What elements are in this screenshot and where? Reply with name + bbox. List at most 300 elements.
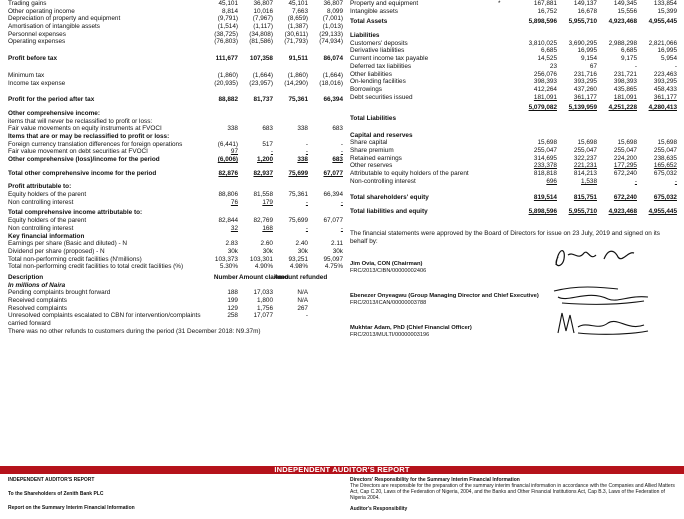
- row-value: 683: [332, 156, 343, 163]
- key-financial-row: [8, 263, 344, 271]
- row-value: 107,358: [249, 55, 273, 63]
- row-label: Deferred tax liabilities: [350, 62, 412, 70]
- row-label: Profit before tax: [8, 55, 58, 63]
- row-value: 393,295: [573, 78, 597, 86]
- row-value: 111,677: [215, 55, 238, 63]
- row-value: 17,033: [253, 289, 273, 297]
- liability-row: [350, 40, 678, 48]
- row-value: 82,844: [218, 217, 238, 225]
- row-value: (6,441): [217, 140, 238, 148]
- row-value: (81,586): [249, 38, 273, 46]
- row-value: 322,237: [573, 154, 597, 162]
- row-marker: [498, 178, 518, 186]
- equity-row: [350, 147, 678, 155]
- row-value: 181,091: [533, 93, 557, 101]
- row-label: Total shareholders' equity: [350, 194, 429, 202]
- row-value: 398,393: [613, 78, 637, 86]
- row-label: Profit for the period after tax: [8, 96, 95, 104]
- row-label: Depreciation of property and equipment: [8, 15, 121, 23]
- row-value: 165,652: [653, 162, 677, 170]
- row-value: 231,721: [613, 70, 637, 78]
- row-value: 75,361: [288, 191, 308, 199]
- row-value: 16,995: [577, 47, 597, 55]
- row-label: Attributable to equity holders of the parent: [350, 170, 469, 178]
- spacer: [8, 46, 344, 55]
- row-label: Borrowings: [350, 85, 382, 93]
- row-value: 15,698: [537, 139, 557, 147]
- row-value: (1,514): [217, 23, 238, 31]
- income-row: [8, 0, 344, 8]
- row-value: 45,101: [218, 0, 238, 7]
- row-value: 23: [549, 62, 557, 70]
- spacer-row: [350, 185, 678, 194]
- liability-row: [350, 94, 678, 102]
- row-label: Other reserves: [350, 162, 393, 170]
- row-value: (6,006): [217, 156, 238, 163]
- row-value: 82,937: [253, 169, 273, 177]
- row-value: 81,737: [253, 96, 273, 104]
- key-financial-row: [8, 248, 344, 256]
- row-value: 2,988,298: [608, 39, 637, 47]
- row-value: (1,387): [287, 23, 308, 31]
- key-financial-info-title: Key financial information: [8, 232, 85, 240]
- row-value: 1,538: [581, 177, 597, 185]
- row-label: Other comprehensive (loss)/income for the period: [8, 156, 160, 163]
- complaints-description-label: Description: [8, 273, 44, 281]
- row-value: 167,881: [533, 0, 557, 7]
- row-marker: [498, 208, 518, 216]
- row-label: Earnings per share (Basic and diluted) - N: [8, 240, 127, 248]
- liability-row: [350, 47, 678, 55]
- balance-table: [350, 0, 678, 216]
- row-value: 5,955,710: [568, 208, 597, 216]
- row-value: 15,399: [657, 7, 677, 15]
- row-value: 4,955,445: [648, 18, 677, 26]
- asset-row: [350, 8, 678, 16]
- row-value: 67,077: [323, 217, 343, 225]
- equity-row: [350, 178, 678, 186]
- row-value: (7,967): [252, 15, 273, 23]
- row-value: 255,047: [613, 147, 637, 154]
- row-value: 75,699: [288, 169, 308, 177]
- row-label: Equity holders of the parent: [8, 217, 87, 225]
- complaints-row: [8, 312, 344, 327]
- row-value: -: [674, 62, 677, 70]
- spacer-row: [8, 63, 344, 72]
- tci-attributable-row: [8, 217, 344, 225]
- row-value: 91,511: [288, 55, 308, 63]
- auditor-report-banner: INDEPENDENT AUDITOR'S REPORT: [0, 466, 684, 474]
- row-value: 233,378: [533, 162, 557, 170]
- auditor-report-title: INDEPENDENT AUDITOR'S REPORT: [8, 477, 95, 483]
- row-value: 338: [227, 125, 238, 133]
- row-label: Other operating income: [8, 7, 75, 15]
- row-label: Other liabilities: [350, 70, 392, 78]
- row-value: 16,995: [657, 47, 677, 55]
- row-value: 675,032: [653, 194, 677, 202]
- row-value: 133,854: [653, 0, 677, 7]
- row-value: -: [340, 148, 343, 156]
- row-marker: [498, 47, 518, 55]
- tci-attributable-title: Total comprehensive income attributable to:: [8, 209, 143, 217]
- row-value: 1,200: [257, 156, 273, 163]
- spacer: [309, 312, 344, 327]
- spacer: [309, 289, 344, 297]
- row-value: 16,752: [537, 7, 557, 15]
- attributable-row: [8, 191, 344, 199]
- equity-row: [350, 155, 678, 163]
- row-value: 5,139,959: [568, 104, 597, 112]
- oci-row: [8, 148, 344, 156]
- row-value: 683: [262, 125, 273, 133]
- row-value: 10,016: [253, 7, 273, 15]
- oci-title: Other comprehensive income:: [8, 109, 100, 117]
- row-value: 30k: [297, 247, 308, 255]
- row-label: Resolved complaints: [8, 304, 67, 312]
- row-value: 2.11: [331, 240, 343, 248]
- row-value: 1,756: [257, 304, 273, 312]
- spacer: [309, 297, 344, 305]
- row-value: (29,133): [319, 30, 343, 38]
- row-value: 2,821,066: [648, 39, 677, 47]
- row-value: 8,099: [327, 7, 343, 15]
- income-row: [8, 31, 344, 39]
- row-value: 819,514: [533, 194, 557, 202]
- row-value: 88,882: [218, 96, 238, 104]
- row-marker: [498, 55, 518, 63]
- row-value: (34,808): [249, 30, 273, 38]
- row-value: 2.40: [295, 240, 308, 248]
- spacer-row: [8, 46, 344, 55]
- row-marker: [498, 86, 518, 94]
- row-value: 16,678: [577, 7, 597, 15]
- row-value: 5,898,596: [528, 18, 557, 26]
- row-value: 30k: [227, 247, 238, 255]
- income-row: [8, 23, 344, 31]
- liability-row: [350, 71, 678, 79]
- row-value: 458,433: [653, 85, 677, 93]
- row-value: 103,373: [214, 255, 238, 263]
- tci-attributable-row: [8, 225, 344, 233]
- liabilities-title: [350, 32, 678, 40]
- spacer: [350, 185, 678, 194]
- oci-subtitle: Items that are or may be reclassified to profit or loss:: [8, 132, 170, 140]
- row-value: 4,280,413: [648, 104, 677, 112]
- row-value: 8,814: [222, 7, 238, 15]
- row-value: 9,154: [581, 55, 597, 63]
- equity-row: [350, 139, 678, 147]
- complaints-row: [8, 289, 344, 297]
- complaints-note: There was no other refunds to customers during the period (31 December 2018: N9.37m): [8, 327, 261, 335]
- row-value: 129: [227, 304, 238, 312]
- row-value: 696: [546, 177, 557, 185]
- row-value: 255,047: [533, 147, 557, 154]
- row-label: Received complaints: [8, 297, 67, 304]
- row-value: 179: [262, 198, 273, 206]
- row-value: 256,076: [533, 70, 557, 78]
- row-value: 517: [262, 140, 273, 148]
- row-value: -: [634, 177, 637, 185]
- oci-subtitle: items that will never be reclassified to profit or loss:: [8, 117, 153, 125]
- row-value: 168: [262, 224, 273, 232]
- income-row: [8, 15, 344, 23]
- complaints-claimed-header: Amount claimed: [239, 273, 289, 281]
- row-value: (7,001): [322, 15, 343, 23]
- row-label: Dividend per share (proposed) - N: [8, 247, 105, 255]
- liability-row: [350, 86, 678, 94]
- approval-text: The financial statements were approved by the Board of Directors for issue on 23 July, 2019 and signed on its behalf by:: [350, 229, 661, 245]
- row-value: 30k: [332, 247, 343, 255]
- row-value: 5,079,082: [528, 104, 557, 112]
- row-value: (14,290): [284, 79, 308, 87]
- complaints-header: [8, 274, 344, 282]
- row-value: 3,810,025: [528, 39, 557, 47]
- row-value: -: [305, 140, 308, 148]
- row-value: 238,635: [653, 154, 677, 162]
- row-value: -: [340, 198, 343, 206]
- row-value: 361,177: [653, 93, 677, 101]
- row-value: 437,260: [573, 85, 597, 93]
- row-label: Derivative liabilities: [350, 47, 405, 55]
- row-value: 9,175: [621, 55, 637, 63]
- row-value: 45,101: [288, 0, 308, 7]
- row-marker: [498, 18, 518, 26]
- income-statement-section: [8, 0, 344, 335]
- row-value: 4,923,468: [608, 208, 637, 216]
- row-value: -: [305, 198, 308, 206]
- row-value: (1,860): [287, 71, 308, 79]
- row-value: 4,251,228: [608, 104, 637, 112]
- row-value: 412,264: [533, 85, 557, 93]
- row-label: Non controlling interest: [8, 224, 74, 232]
- row-value: (23,957): [249, 79, 273, 87]
- row-value: (1,117): [253, 23, 273, 31]
- row-value: -: [305, 312, 308, 320]
- signatory-name: Mukhtar Adam, PhD (Chief Financial Officer): [350, 325, 472, 332]
- row-marker: [498, 170, 518, 178]
- row-value: 4.98%: [289, 263, 308, 271]
- row-value: (8,659): [287, 15, 308, 23]
- row-label: Total Assets: [350, 18, 388, 26]
- row-value: 5.30%: [219, 263, 238, 271]
- row-value: 86,074: [323, 55, 343, 63]
- spacer: [350, 123, 678, 132]
- row-value: (9,791): [217, 15, 238, 23]
- row-value: N/A: [297, 289, 308, 297]
- row-value: 15,698: [617, 139, 637, 147]
- liabilities-title: Liabilities: [350, 32, 380, 40]
- spacer: [8, 87, 344, 96]
- auditor-report-addressee: To the Shareholders of Zenith Bank PLC: [8, 491, 104, 497]
- complaints-unit: [8, 282, 344, 290]
- row-value: 36,807: [323, 0, 343, 7]
- row-label: Income tax expense: [8, 79, 66, 87]
- profit-before-tax-row: [8, 55, 344, 63]
- row-value: 361,177: [573, 93, 597, 101]
- row-label: Foreign currency translation differences for foreign operations: [8, 140, 183, 148]
- row-value: 815,751: [573, 194, 597, 202]
- row-value: 177,295: [613, 162, 637, 170]
- income-row: [8, 38, 344, 46]
- row-value: 97: [230, 148, 238, 156]
- row-value: 2.83: [225, 240, 238, 248]
- row-value: (1,664): [322, 71, 343, 79]
- auditor-report-right: [350, 477, 678, 512]
- oci-title: [8, 110, 344, 118]
- row-label: [350, 104, 498, 112]
- row-value: 188: [227, 289, 238, 297]
- tci-attributable-title: [8, 209, 344, 217]
- row-value: -: [305, 148, 308, 156]
- row-label: Non controlling interest: [8, 198, 74, 206]
- key-financial-row: [8, 256, 344, 264]
- row-value: 818,818: [533, 170, 557, 178]
- row-value: 32: [230, 224, 238, 232]
- auditor-report-subtitle: Report on the Summary Interim Financial Information: [8, 505, 135, 511]
- row-marker: [498, 104, 518, 112]
- total-liabilities-label: Total Liabilities: [350, 114, 397, 122]
- row-value: 2.60: [260, 240, 273, 248]
- row-value: (38,725): [214, 30, 238, 38]
- signatory-name: Jim Ovia, CON (Chairman): [350, 261, 423, 268]
- row-value: 683: [332, 125, 343, 133]
- row-value: 3,690,295: [568, 39, 597, 47]
- row-value: 6,685: [541, 47, 557, 55]
- row-value: 338: [297, 125, 308, 133]
- row-label: Total other comprehensive income for the period: [8, 169, 157, 177]
- row-label: On-lending facilities: [350, 78, 406, 86]
- row-value: (1,013): [322, 23, 343, 31]
- row-marker: [498, 194, 518, 202]
- total-comprehensive-income-row: [8, 170, 344, 178]
- row-marker: [498, 94, 518, 102]
- row-label: Equity holders of the parent: [8, 191, 87, 199]
- row-marker: [498, 78, 518, 86]
- row-value: 66,394: [323, 96, 343, 104]
- row-value: (74,934): [319, 38, 343, 46]
- row-value: 672,240: [613, 194, 637, 202]
- row-label: Operating expenses: [8, 38, 66, 46]
- row-value: 82,769: [253, 217, 273, 225]
- row-value: 30k: [262, 247, 273, 255]
- liability-row: [350, 63, 678, 71]
- row-value: 5,955,710: [568, 18, 597, 26]
- row-marker: *: [498, 0, 501, 7]
- complaints-refunded-header: Amount refunded: [274, 273, 328, 281]
- row-marker: [498, 147, 518, 155]
- row-label: Fair value movement on debt securities at FVOCI: [8, 148, 148, 156]
- row-label: Trading gains: [8, 0, 47, 7]
- cfo-signature-icon: [548, 311, 658, 337]
- row-value: 81,558: [253, 191, 273, 199]
- row-marker: [498, 155, 518, 163]
- row-label: Intangible assets: [350, 7, 398, 15]
- row-value: 17,077: [253, 312, 273, 320]
- row-value: 5,954: [661, 55, 677, 63]
- signatories: [350, 261, 678, 345]
- oci-row: [8, 141, 344, 149]
- row-value: 75,361: [288, 96, 308, 104]
- row-value: -: [270, 148, 273, 156]
- row-value: 67: [589, 62, 597, 70]
- row-value: 75,699: [288, 217, 308, 225]
- liability-row: [350, 55, 678, 63]
- row-value: 393,295: [653, 78, 677, 86]
- row-label: Total liabilities and equity: [350, 208, 428, 216]
- total-assets-row: [350, 18, 678, 26]
- row-value: (30,611): [284, 30, 308, 38]
- equity-row: [350, 170, 678, 178]
- spacer: [309, 305, 344, 313]
- attributable-title: Profit attributable to:: [8, 183, 72, 191]
- asset-row: [350, 0, 678, 8]
- chairman-signature-icon: [548, 245, 658, 271]
- income-row: [8, 8, 344, 16]
- row-value: 14,525: [537, 55, 557, 63]
- oci-total-row: [8, 156, 344, 164]
- auditor-responsibility-title: Auditor's Responsibility: [350, 506, 408, 512]
- row-value: 66,394: [323, 191, 343, 199]
- row-label: Total non-performing credit facilities to total credit facilities (%): [8, 263, 184, 271]
- row-value: 338: [297, 156, 308, 163]
- row-value: (1,860): [217, 71, 238, 79]
- row-label: Share premium: [350, 147, 394, 154]
- row-label: Debt securities issued: [350, 93, 413, 101]
- directors-responsibility-text: The Directors are responsible for the preparation of the summary interim financial information in accordance with the Companies and Allied Matters Act, Cap C.20, Laws of the Federation of Nigeria, 2004, and the Banks and Other Financial Institutions Act, Cap B.3, Laws of the Federation of Nigeria 2004.: [350, 483, 675, 501]
- row-value: -: [634, 62, 637, 70]
- complaints-note: [8, 328, 344, 336]
- md-signature-icon: [548, 283, 658, 309]
- row-label: Property and equipment: [350, 0, 419, 7]
- total-liabilities-label: [350, 115, 678, 123]
- total-liabilities-equity-row: [350, 208, 678, 216]
- spacer-row: [8, 87, 344, 96]
- spacer-row: [350, 123, 678, 132]
- row-value: 221,231: [573, 162, 597, 170]
- row-value: 199: [227, 297, 238, 304]
- row-value: (71,793): [284, 38, 308, 46]
- row-value: 82,876: [218, 169, 238, 177]
- row-value: 4,955,445: [648, 208, 677, 216]
- row-value: 435,865: [613, 85, 637, 93]
- row-label: Share capital: [350, 139, 388, 147]
- row-label: Fair value movements on equity instruments at FVOCI: [8, 125, 162, 133]
- row-value: 103,301: [249, 255, 273, 263]
- row-label: Current income tax payable: [350, 55, 429, 63]
- signatory-frc: FRC/2013/CIBN/00000002406: [350, 268, 427, 275]
- row-value: 15,698: [577, 139, 597, 147]
- row-label: Amortisation of intangible assets: [8, 23, 101, 31]
- row-value: (1,664): [252, 71, 273, 79]
- row-value: 223,463: [653, 70, 677, 78]
- complaints-row: [8, 297, 344, 305]
- tax-row: [8, 80, 344, 88]
- complaints-row: [8, 305, 344, 313]
- row-value: 181,091: [613, 93, 637, 101]
- row-value: 67,077: [323, 169, 343, 177]
- row-value: 224,200: [613, 154, 637, 162]
- row-value: 255,047: [653, 147, 677, 154]
- row-label: Minimum tax: [8, 71, 45, 79]
- row-marker: [498, 71, 518, 79]
- equity-row: [350, 162, 678, 170]
- income-table: [8, 0, 344, 335]
- capital-reserves-title: [350, 132, 678, 140]
- capital-reserves-title: Capital and reserves: [350, 131, 413, 139]
- row-value: 6,685: [621, 47, 637, 55]
- row-value: 149,137: [573, 0, 597, 7]
- attributable-title: [8, 183, 344, 191]
